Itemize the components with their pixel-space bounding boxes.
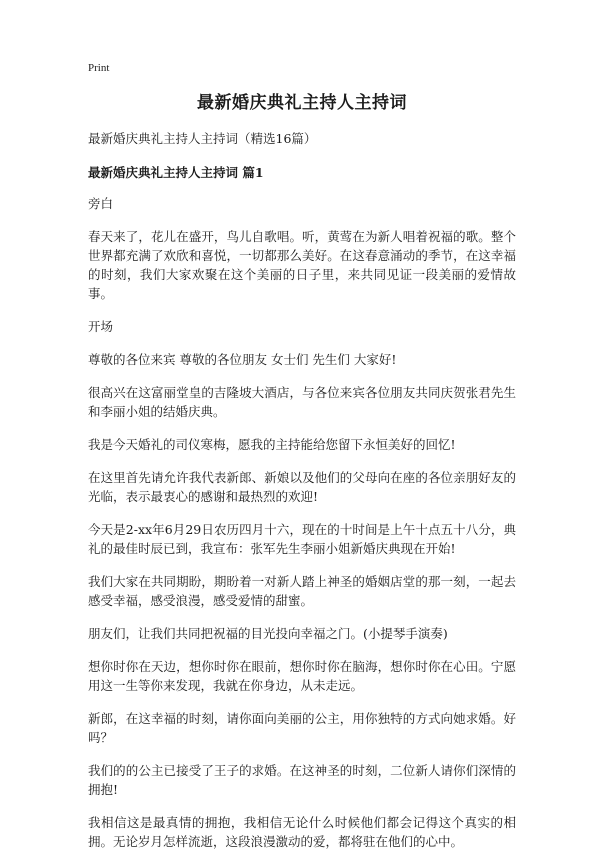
paragraph: 很高兴在这富丽堂皇的吉隆坡大酒店，与各位来宾各位朋友共同庆贺张君先生和李丽小姐的结婚庆典。 [88,385,516,419]
subtitle: 最新婚庆典礼主持人主持词（精选16篇） [88,131,317,146]
paragraph: 在这里首先请允许我代表新郎、新娘以及他们的父母向在座的各位亲朋好友的光临，表示最衷心的感谢和最热烈的欢迎! [88,470,516,504]
section-title: 最新婚庆典礼主持人主持词 篇1 [88,165,264,180]
paragraph: 我们大家在共同期盼，期盼着一对新人踏上神圣的婚姻店堂的那一刻，一起去感受幸福，感受浪漫，感受爱情的甜蜜。 [88,574,516,608]
paragraph: 尊敬的各位来宾 尊敬的各位朋友 女士们 先生们 大家好! [88,352,397,367]
document-page [88,62,516,865]
paragraph: 春天来了，花儿在盛开，鸟儿自歌唱。听，黄莺在为新人唱着祝福的歌。整个世界都充满了欢欣和喜悦，一切都那么美好。在这春意涌动的季节，在这幸福的时刻，我们大家欢聚在这个美丽的日子里，来共同见证一段美丽的爱情故事。 [88,229,516,301]
paragraph: 新郎，在这幸福的时刻，请你面向美丽的公主，用你独特的方式向她求婚。好吗？ [88,711,516,745]
paragraph: 我相信这是最真情的拥抱，我相信无论什么时候他们都会记得这个真实的相拥。无论岁月怎样流逝，这段浪漫激动的爱，都将驻在他们的心中。 [88,815,516,849]
paragraph: 朋友们，让我们共同把祝福的目光投向幸福之门。(小提琴手演奏) [88,626,448,641]
paragraph: 今天是2-xx年6月29日农历四月十六，现在的十时间是上午十点五十八分，典礼的最佳时辰已到，我宣布：张军先生李丽小姐新婚庆典现在开始! [88,522,516,556]
paragraph: 旁白 [88,196,114,211]
paragraph: 我们的的公主已接受了王子的求婚。在这神圣的时刻，二位新人请你们深情的拥抱! [88,763,516,797]
print-link[interactable]: Print [88,62,110,74]
paragraph: 想你时你在天边，想你时你在眼前，想你时你在脑海，想你时你在心田。宁愿用这一生等你来发现，我就在你身边，从未走远。 [88,659,516,693]
paragraph: 我是今天婚礼的司仪寒梅，愿我的主持能给您留下永恒美好的回忆! [88,437,456,452]
page-title: 最新婚庆典礼主持人主持词 [197,93,407,113]
paragraph: 开场 [88,319,114,334]
